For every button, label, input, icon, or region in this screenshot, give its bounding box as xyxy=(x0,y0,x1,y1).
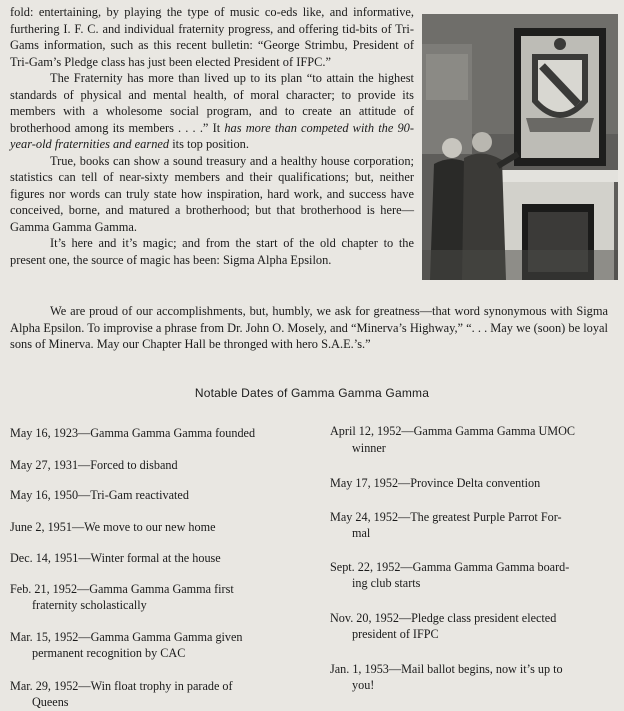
body-text-column xyxy=(10,4,414,268)
paragraph-2 xyxy=(10,70,414,153)
paragraph-2-italic: has more than competed with the 90-year-old fraternities and earned xyxy=(10,120,415,151)
date-entry xyxy=(10,425,302,442)
date-entry-line: Mar. 29, 1952—Win float trophy in parade of xyxy=(10,678,233,693)
date-entry-line: April 12, 1952—Gamma Gamma Gamma UMOC xyxy=(330,424,576,438)
date-entry xyxy=(330,509,614,542)
paragraph-3: True, books can show a sound treasury and a healthy house corporation; statistics can tell of near-sixty members and their qualifications; but, neither figures nor words can truly state how inspiration, hard work, and success have conceived, borne, and matured a brotherhood; but that brotherhood is here—Gamma Gamma Gamma. xyxy=(10,153,414,234)
date-entry xyxy=(10,519,302,536)
date-entry-continuation: ing club starts xyxy=(352,576,421,590)
date-entry-line: Dec. 14, 1951—Winter formal at the house xyxy=(10,551,221,565)
paragraph-2-start: The Fraternity has more than lived up to its plan “to attain the highest standards of physical and mental health, of moral character; to provide its members with a wholesome social program, and to create an attitude of brotherhood among its members . . . .” It xyxy=(10,71,414,135)
date-entry xyxy=(10,581,302,614)
date-entry-continuation: winner xyxy=(352,440,386,455)
closing-paragraph-block xyxy=(10,303,608,353)
paragraph-2-end: its top position. xyxy=(172,137,249,151)
dates-right-column xyxy=(330,423,614,694)
date-entry-continuation: permanent recognition by CAC xyxy=(32,646,186,660)
date-entry-line: May 16, 1950—Tri-Gam reactivated xyxy=(10,488,189,502)
date-entry-line: Mar. 15, 1952—Gamma Gamma Gamma given xyxy=(10,629,243,644)
notable-dates-title: Notable Dates of Gamma Gamma Gamma xyxy=(194,386,430,400)
date-entry-line: May 27, 1931—Forced to disband xyxy=(10,457,178,472)
date-entry-line: Feb. 21, 1952—Gamma Gamma Gamma first xyxy=(10,581,234,596)
date-entry xyxy=(330,610,614,643)
date-entry-continuation: Queens xyxy=(32,695,69,709)
date-entry xyxy=(330,475,614,492)
date-entry-line: May 16, 1923—Gamma Gamma Gamma founded xyxy=(10,426,256,440)
date-entry xyxy=(10,550,302,567)
chapter-house-photo xyxy=(422,14,618,280)
date-entry-line: Jan. 1, 1953—Mail ballot begins, now it’s up to xyxy=(330,661,563,676)
date-entry-line: May 17, 1952—Province Delta convention xyxy=(330,476,541,490)
date-entry-continuation: you! xyxy=(352,678,375,692)
date-entry-line: May 24, 1952—The greatest Purple Parrot For- xyxy=(330,509,562,524)
date-entry-continuation: fraternity scholastically xyxy=(32,598,147,612)
date-entry-line: Sept. 22, 1952—Gamma Gamma Gamma board- xyxy=(330,559,570,574)
date-entry xyxy=(10,487,302,504)
paragraph-4: It’s here and it’s magic; and from the start of the old chapter to the present one, the source of magic has been: Sigma Alpha Epsilon. xyxy=(10,236,414,267)
date-entry xyxy=(10,678,302,711)
date-entry-continuation: president of IFPC xyxy=(352,627,439,641)
paragraph-1: fold: entertaining, by playing the type of music co-eds like, and informative, furthering I. F. C. and individual fraternity progress, and offering tid-bits of Tri-Gams information, such as this recent bulletin: “George Strimbu, President of Tri-Gam’s Pledge class has just been elected President of IFPC.” xyxy=(10,5,414,69)
date-entry xyxy=(10,457,302,474)
date-entry xyxy=(330,423,614,456)
dates-left-column xyxy=(10,425,302,711)
date-entry xyxy=(330,559,614,592)
date-entry xyxy=(330,661,614,694)
date-entry-line: Nov. 20, 1952—Pledge class president elected xyxy=(330,610,557,625)
date-entry-line: June 2, 1951—We move to our new home xyxy=(10,519,216,534)
paragraph-5: We are proud of our accomplishments, but, humbly, we ask for greatness—that word synonymous with Sigma Alpha Epsilon. To improvise a phrase from Dr. John O. Mosely, and “Minerva’s Highway,” “. . . May we (soon) be loyal sons of Minerva. May our Chapter Hall be thronged with hero S.A.E.’s.” xyxy=(10,304,608,351)
photo-illustration xyxy=(422,14,618,280)
date-entry-continuation: mal xyxy=(352,526,371,540)
date-entry xyxy=(10,629,302,662)
